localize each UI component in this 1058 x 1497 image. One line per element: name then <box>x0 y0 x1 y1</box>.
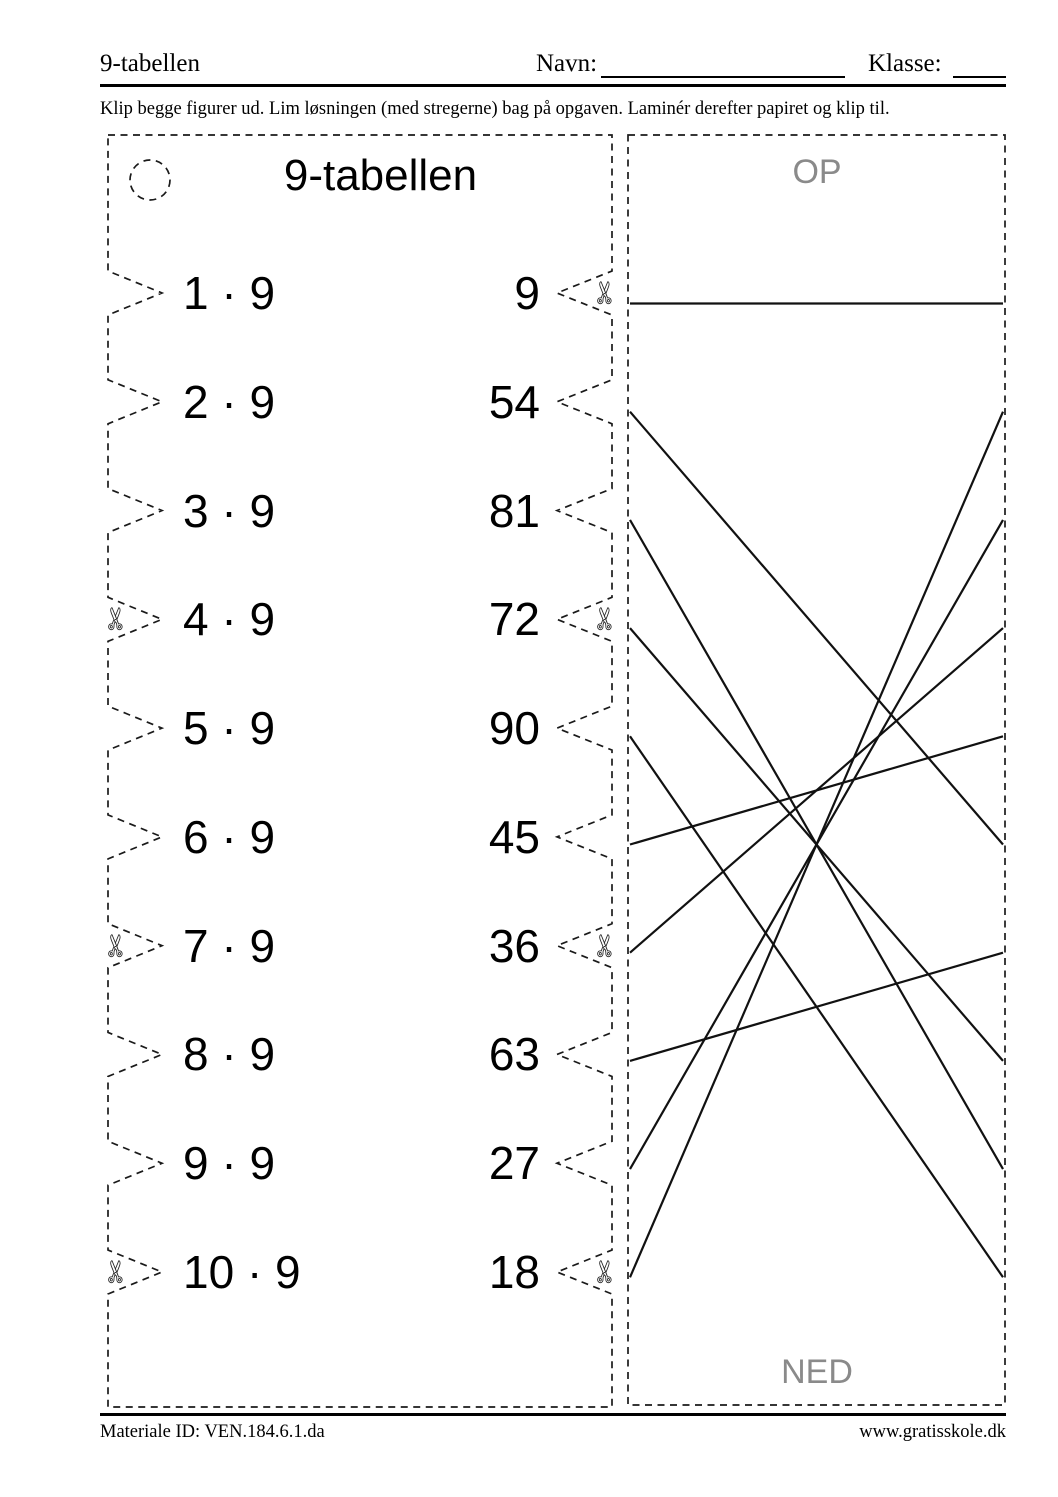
task-row <box>107 700 612 756</box>
scissors-icon: ✄ <box>588 1259 622 1285</box>
ned-label: NED <box>781 1353 853 1391</box>
scissors-icon: ✄ <box>588 607 622 632</box>
answer-text: 72 <box>488 593 540 646</box>
answer-text: 36 <box>488 919 540 972</box>
footer-rule <box>100 1413 1006 1416</box>
problem-text: 3 · 9 <box>183 484 276 537</box>
op-label: OP <box>792 153 842 191</box>
solution-line <box>630 412 1003 1278</box>
scissors-icon: ✄ <box>588 933 622 958</box>
answer-text: 27 <box>488 1137 540 1190</box>
task-row <box>107 1135 612 1191</box>
problem-text: 4 · 9 <box>183 593 276 646</box>
task-row <box>107 1244 612 1300</box>
answer-text: 54 <box>488 375 540 428</box>
problem-text: 7 · 9 <box>183 919 276 972</box>
task-card-title: 9-tabellen <box>283 151 478 200</box>
problem-text: 1 · 9 <box>183 267 276 319</box>
website-url: www.gratisskole.dk <box>859 1422 1006 1442</box>
task-row <box>107 265 612 321</box>
material-id: Materiale ID: VEN.184.6.1.da <box>100 1422 325 1442</box>
scissors-icon: ✄ <box>99 607 133 632</box>
scissors-icon: ✄ <box>588 280 622 306</box>
task-row <box>107 374 612 430</box>
task-row <box>107 918 612 974</box>
answer-text: 18 <box>488 1246 540 1299</box>
scissors-icon: ✄ <box>99 1259 133 1285</box>
task-row <box>107 483 612 539</box>
scissors-icon: ✄ <box>99 933 133 958</box>
solution-line <box>630 412 1003 845</box>
solution-line <box>630 953 1003 1061</box>
name-label: Navn: <box>536 50 598 77</box>
answer-text: 45 <box>488 810 540 863</box>
problem-text: 2 · 9 <box>183 375 276 428</box>
task-row <box>107 1026 612 1082</box>
task-card-border <box>108 135 612 1407</box>
page-title: 9-tabellen <box>100 50 200 77</box>
answer-text: 9 <box>514 267 540 319</box>
problem-text: 5 · 9 <box>183 702 276 755</box>
problem-text: 8 · 9 <box>183 1028 276 1081</box>
solution-line <box>630 628 1003 953</box>
solution-card-border <box>628 135 1005 1405</box>
task-row <box>107 591 612 647</box>
task-row <box>107 809 612 865</box>
answer-text: 81 <box>488 484 540 537</box>
class-label: Klasse: <box>868 50 942 77</box>
answer-text: 63 <box>488 1028 540 1081</box>
answer-text: 90 <box>488 702 540 755</box>
problem-text: 9 · 9 <box>183 1137 276 1190</box>
problem-text: 10 · 9 <box>183 1246 301 1299</box>
problem-text: 6 · 9 <box>183 810 276 863</box>
instruction-text: Klip begge figurer ud. Lim løsningen (med stregerne) bag på opgaven. Laminér derefter papiret og klip til. <box>100 99 890 119</box>
